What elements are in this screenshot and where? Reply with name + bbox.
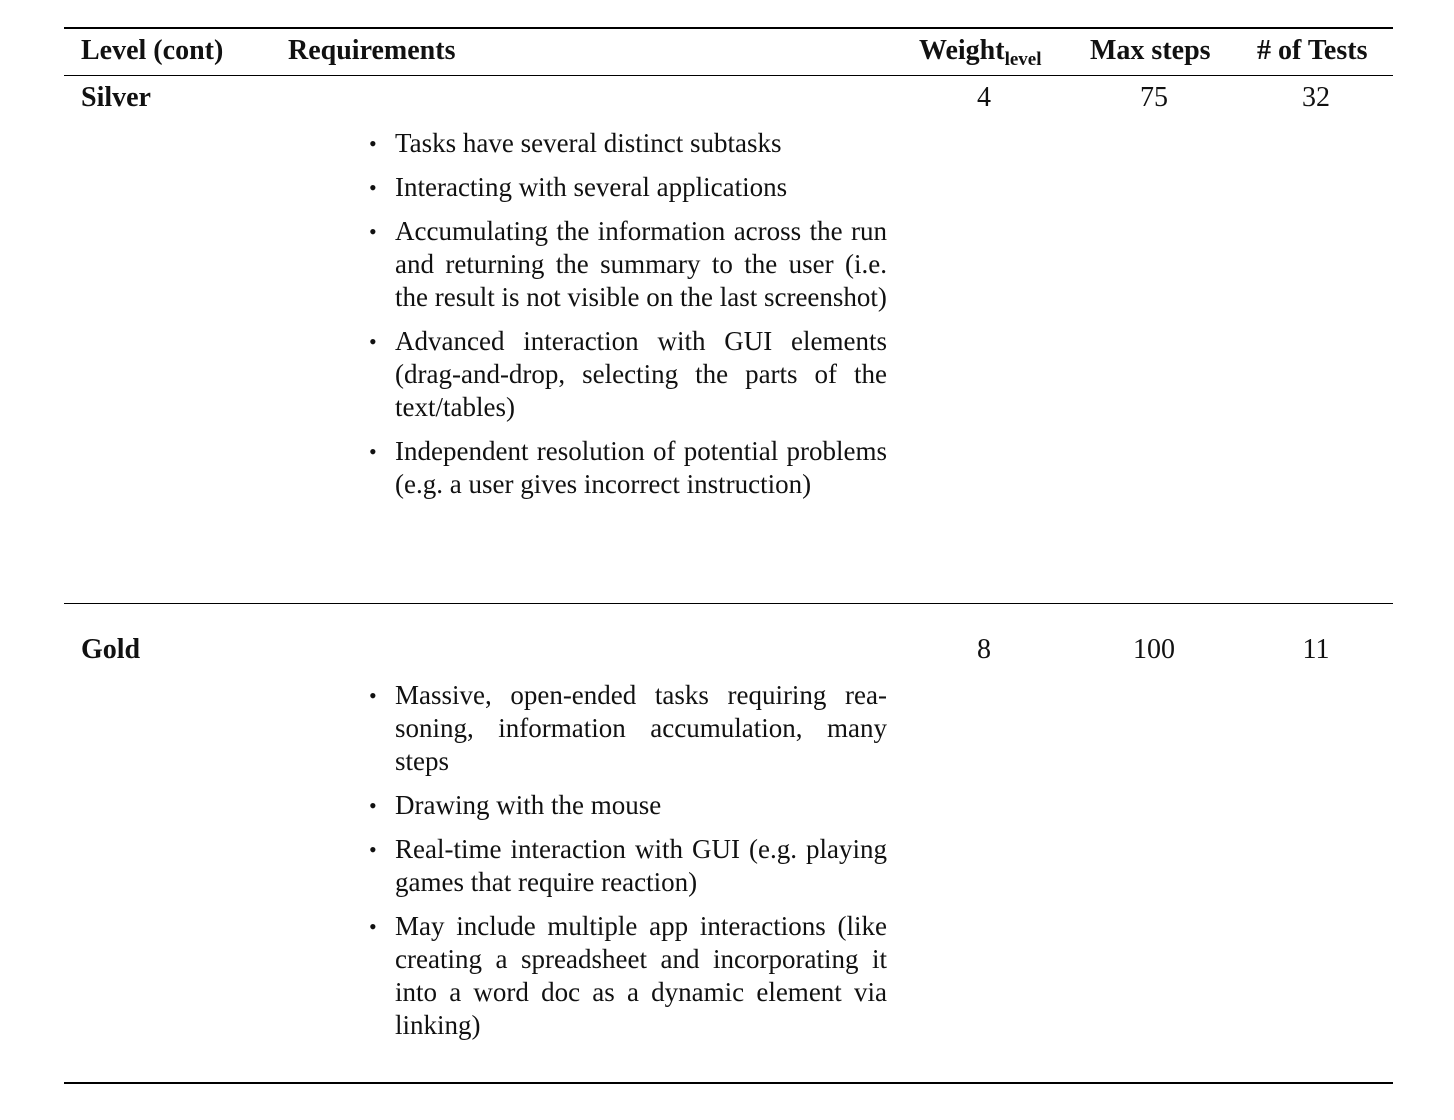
weight-value: 4 [977, 82, 991, 113]
requirement-text: Advanced interaction with GUI elements (drag-and-drop, selecting the parts of the text/tables) [395, 326, 887, 422]
max-steps-value: 75 [1140, 82, 1168, 113]
requirement-item [367, 435, 887, 501]
requirement-text: May include multiple app interactions (like creating a spreadsheet and incorporating it into a word doc as a dynamic element via linking) [395, 911, 887, 1040]
requirement-text: Independent resolution of potential problems (e.g. a user gives incorrect instruction) [395, 436, 887, 499]
requirement-text: Real-time interaction with GUI (e.g. playing games that require reaction) [395, 834, 887, 897]
bullet-icon: • [369, 683, 377, 708]
header-level: Level (cont) [81, 35, 224, 66]
bullet-icon: • [369, 329, 377, 354]
bullet-icon: • [369, 793, 377, 818]
requirement-item [367, 679, 887, 778]
header-weight-sub: level [1004, 49, 1042, 70]
table-row-gold [64, 604, 1393, 1082]
header-weight [919, 35, 1042, 70]
requirement-item [367, 833, 887, 899]
requirement-text: Drawing with the mouse [395, 790, 662, 820]
requirements-table [64, 27, 1393, 1084]
requirement-item [367, 171, 887, 204]
header-weight-main: Weight [919, 35, 1005, 66]
requirement-item [367, 325, 887, 424]
max-steps-value: 100 [1133, 634, 1175, 665]
bullet-icon: • [369, 837, 377, 862]
requirement-item [367, 910, 887, 1042]
num-tests-value: 32 [1302, 82, 1330, 113]
level-name: Silver [81, 82, 151, 113]
level-name: Gold [81, 634, 141, 665]
table-header [64, 29, 1393, 75]
requirement-text: Interacting with several applications [395, 172, 788, 202]
requirements-list [367, 127, 887, 512]
requirement-item [367, 127, 887, 160]
header-num-tests: # of Tests [1257, 35, 1368, 66]
bullet-icon: • [369, 439, 377, 464]
bullet-icon: • [369, 131, 377, 156]
bottom-rule [64, 1082, 1393, 1084]
num-tests-value: 11 [1302, 634, 1330, 665]
table-row-silver [64, 76, 1393, 603]
header-max-steps: Max steps [1090, 35, 1211, 66]
bullet-icon: • [369, 219, 377, 244]
bullet-icon: • [369, 914, 377, 939]
requirements-list [367, 679, 887, 1053]
weight-value: 8 [977, 634, 991, 665]
requirement-text: Tasks have several distinct subtasks [395, 128, 782, 158]
bullet-icon: • [369, 175, 377, 200]
requirement-item [367, 789, 887, 822]
requirement-text: Accumulating the information across the run and returning the summary to the user (i.e. the result is not visible on the last screenshot) [395, 216, 887, 312]
header-requirements: Requirements [288, 35, 456, 66]
requirement-item [367, 215, 887, 314]
requirement-text: Massive, open-ended tasks requiring reasoning, information accumulation, many steps [395, 680, 887, 776]
